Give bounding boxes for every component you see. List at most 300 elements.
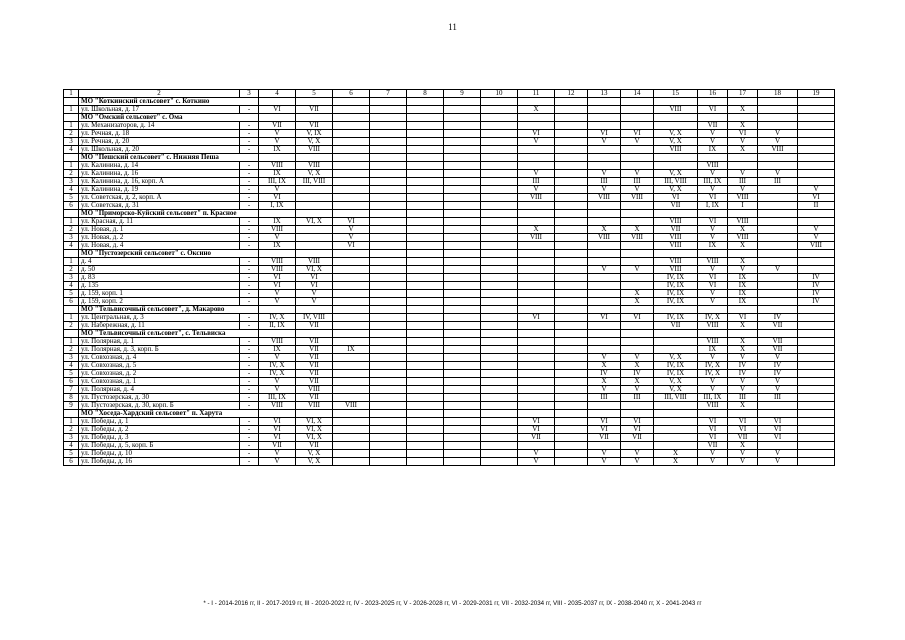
row-number-cell: 4: [64, 442, 79, 450]
address-cell: ул. Пустозерская, д. 30, корп. Б: [79, 402, 240, 410]
row-number-cell: 7: [64, 386, 79, 394]
schedule-cell: [444, 226, 481, 234]
schedule-cell: IX: [333, 346, 370, 354]
schedule-cell: IV: [798, 298, 835, 306]
table-cell: [481, 114, 518, 122]
schedule-cell: IV, IX: [654, 362, 698, 370]
schedule-cell: X: [621, 290, 654, 298]
schedule-cell: [370, 370, 407, 378]
schedule-cell: [370, 314, 407, 322]
table-cell: [481, 98, 518, 106]
schedule-cell: -: [240, 170, 259, 178]
schedule-cell: [588, 258, 621, 266]
schedule-cell: [370, 266, 407, 274]
schedule-cell: -: [240, 458, 259, 466]
schedule-cell: [370, 298, 407, 306]
schedule-cell: [518, 290, 555, 298]
table-cell: [654, 330, 698, 338]
schedule-cell: X: [518, 226, 555, 234]
schedule-cell: [481, 266, 518, 274]
schedule-cell: [444, 218, 481, 226]
table-cell: [481, 410, 518, 418]
table-cell: [444, 306, 481, 314]
schedule-cell: [518, 386, 555, 394]
schedule-cell: [370, 194, 407, 202]
schedule-cell: IX: [728, 282, 758, 290]
table-cell: [621, 330, 654, 338]
schedule-cell: -: [240, 322, 259, 330]
schedule-cell: [481, 322, 518, 330]
schedule-cell: [798, 106, 835, 114]
table-cell: [407, 98, 444, 106]
schedule-cell: [370, 138, 407, 146]
schedule-cell: [444, 346, 481, 354]
schedule-cell: -: [240, 130, 259, 138]
address-cell: д. 50: [79, 266, 240, 274]
schedule-cell: [621, 106, 654, 114]
schedule-cell: -: [240, 242, 259, 250]
schedule-cell: [333, 274, 370, 282]
schedule-cell: [588, 322, 621, 330]
schedule-cell: VIII: [654, 242, 698, 250]
schedule-cell: [333, 338, 370, 346]
schedule-cell: [588, 346, 621, 354]
table-cell: [259, 98, 296, 106]
schedule-cell: II, IX: [259, 322, 296, 330]
schedule-cell: VII: [698, 122, 728, 130]
schedule-cell: [333, 370, 370, 378]
schedule-cell: V: [728, 354, 758, 362]
schedule-cell: [481, 282, 518, 290]
schedule-cell: [555, 178, 588, 186]
table-cell: [407, 114, 444, 122]
schedule-cell: VIII: [296, 146, 333, 154]
schedule-cell: [798, 138, 835, 146]
column-number-header: 3: [240, 90, 259, 98]
schedule-cell: V: [698, 298, 728, 306]
schedule-cell: [588, 298, 621, 306]
schedule-cell: [444, 354, 481, 362]
schedule-cell: [798, 426, 835, 434]
table-cell: [518, 330, 555, 338]
schedule-cell: [370, 394, 407, 402]
schedule-cell: -: [240, 138, 259, 146]
schedule-cell: [333, 202, 370, 210]
schedule-cell: [588, 162, 621, 170]
schedule-cell: [407, 274, 444, 282]
building-row: [64, 234, 835, 242]
schedule-cell: VI: [698, 106, 728, 114]
table-cell: [518, 114, 555, 122]
schedule-cell: V: [333, 226, 370, 234]
schedule-cell: [758, 258, 798, 266]
address-cell: ул. Красная, д. 11: [79, 218, 240, 226]
row-number-cell: 3: [64, 138, 79, 146]
table-cell: [296, 210, 333, 218]
schedule-cell: [798, 418, 835, 426]
schedule-cell: [555, 162, 588, 170]
schedule-cell: X: [654, 450, 698, 458]
schedule-cell: I, IX: [259, 202, 296, 210]
schedule-cell: [481, 346, 518, 354]
schedule-cell: [370, 170, 407, 178]
row-number-cell: 9: [64, 402, 79, 410]
schedule-cell: [481, 178, 518, 186]
schedule-cell: [518, 274, 555, 282]
schedule-cell: [518, 258, 555, 266]
schedule-cell: VII: [758, 322, 798, 330]
column-number-header: 13: [588, 90, 621, 98]
schedule-cell: VII: [296, 394, 333, 402]
schedule-cell: [370, 162, 407, 170]
schedule-cell: -: [240, 386, 259, 394]
schedule-cell: VIII: [698, 322, 728, 330]
table-cell: [555, 410, 588, 418]
schedule-cell: X: [588, 362, 621, 370]
table-cell: [728, 410, 758, 418]
schedule-cell: [407, 370, 444, 378]
section-number-cell: [64, 306, 79, 314]
schedule-cell: [333, 426, 370, 434]
schedule-cell: [407, 218, 444, 226]
schedule-cell: V: [588, 354, 621, 362]
schedule-cell: IV, X: [259, 362, 296, 370]
schedule-cell: [444, 258, 481, 266]
schedule-cell: [481, 106, 518, 114]
schedule-cell: V: [798, 234, 835, 242]
schedule-cell: [518, 322, 555, 330]
schedule-cell: [407, 290, 444, 298]
building-row: [64, 266, 835, 274]
schedule-cell: [407, 458, 444, 466]
schedule-cell: [370, 426, 407, 434]
schedule-cell: [621, 338, 654, 346]
building-row: [64, 346, 835, 354]
schedule-cell: X: [728, 402, 758, 410]
schedule-cell: VIII: [259, 258, 296, 266]
schedule-cell: X: [654, 458, 698, 466]
schedule-cell: V: [758, 378, 798, 386]
building-row: [64, 130, 835, 138]
schedule-cell: -: [240, 178, 259, 186]
schedule-cell: VIII: [588, 234, 621, 242]
table-cell: [621, 114, 654, 122]
schedule-cell: VI: [259, 106, 296, 114]
table-cell: [370, 306, 407, 314]
table-cell: [333, 250, 370, 258]
schedule-cell: [654, 162, 698, 170]
schedule-cell: VI: [758, 434, 798, 442]
row-number-cell: 5: [64, 370, 79, 378]
schedule-cell: VI: [518, 418, 555, 426]
schedule-cell: [555, 322, 588, 330]
table-cell: [296, 410, 333, 418]
table-cell: [370, 154, 407, 162]
schedule-cell: [370, 458, 407, 466]
building-row: [64, 218, 835, 226]
table-cell: [798, 330, 835, 338]
schedule-cell: IV, IX: [654, 314, 698, 322]
schedule-cell: VII: [654, 226, 698, 234]
schedule-cell: V: [621, 170, 654, 178]
schedule-cell: [370, 442, 407, 450]
address-cell: ул. Совхозная, д. 5: [79, 362, 240, 370]
schedule-cell: [758, 194, 798, 202]
schedule-cell: V: [728, 450, 758, 458]
schedule-cell: VIII: [296, 386, 333, 394]
column-number-header: 16: [698, 90, 728, 98]
schedule-cell: [758, 202, 798, 210]
schedule-cell: V: [588, 386, 621, 394]
row-number-cell: 4: [64, 146, 79, 154]
table-cell: [518, 210, 555, 218]
table-cell: [698, 154, 728, 162]
schedule-cell: VI: [333, 218, 370, 226]
schedule-cell: V: [621, 138, 654, 146]
schedule-cell: [444, 418, 481, 426]
schedule-cell: [481, 130, 518, 138]
schedule-cell: [621, 202, 654, 210]
schedule-cell: VIII: [588, 194, 621, 202]
schedule-cell: VIII: [798, 242, 835, 250]
schedule-cell: [333, 194, 370, 202]
row-number-cell: 2: [64, 130, 79, 138]
schedule-cell: [407, 362, 444, 370]
table-cell: [407, 250, 444, 258]
table-cell: [518, 410, 555, 418]
section-number-cell: [64, 250, 79, 258]
schedule-cell: [588, 290, 621, 298]
address-cell: ул. Калинина, д. 16, корп. А: [79, 178, 240, 186]
address-cell: ул. Центральная, д. 3: [79, 314, 240, 322]
schedule-cell: V: [758, 354, 798, 362]
schedule-cell: V: [698, 234, 728, 242]
address-cell: ул. Победы, д. 10: [79, 450, 240, 458]
address-cell: ул. Полярная, д. 4: [79, 386, 240, 394]
schedule-cell: X: [728, 442, 758, 450]
schedule-cell: [333, 354, 370, 362]
table-cell: [518, 306, 555, 314]
schedule-cell: V: [588, 138, 621, 146]
table-cell: [728, 210, 758, 218]
schedule-cell: [407, 282, 444, 290]
schedule-cell: [333, 362, 370, 370]
table-cell: [654, 410, 698, 418]
schedule-cell: [555, 106, 588, 114]
schedule-cell: [621, 346, 654, 354]
schedule-cell: X: [728, 258, 758, 266]
schedule-cell: IV: [728, 362, 758, 370]
row-number-cell: 5: [64, 290, 79, 298]
schedule-cell: V: [728, 378, 758, 386]
schedule-cell: [518, 218, 555, 226]
schedule-cell: [518, 354, 555, 362]
column-number-header: 10: [481, 90, 518, 98]
schedule-cell: [370, 186, 407, 194]
table-cell: [555, 98, 588, 106]
schedule-cell: VIII: [654, 106, 698, 114]
municipality-section-title: МО "Тельвисочный сельсовет", с. Тельвиска: [79, 330, 259, 338]
schedule-cell: -: [240, 426, 259, 434]
schedule-cell: [654, 418, 698, 426]
schedule-cell: [333, 138, 370, 146]
building-row: [64, 178, 835, 186]
schedule-cell: [444, 442, 481, 450]
schedule-cell: [444, 394, 481, 402]
schedule-cell: -: [240, 274, 259, 282]
schedule-cell: V: [621, 186, 654, 194]
schedule-cell: [407, 450, 444, 458]
building-row: [64, 426, 835, 434]
address-cell: д. 159, корп. 2: [79, 298, 240, 306]
schedule-cell: [518, 266, 555, 274]
schedule-cell: [481, 434, 518, 442]
schedule-cell: [798, 434, 835, 442]
schedule-cell: III: [518, 178, 555, 186]
address-cell: ул. Набережная, д. 11: [79, 322, 240, 330]
schedule-cell: X: [728, 146, 758, 154]
schedule-cell: [296, 242, 333, 250]
address-cell: ул. Победы, д. 16: [79, 458, 240, 466]
table-cell: [621, 154, 654, 162]
schedule-cell: V: [698, 458, 728, 466]
table-cell: [444, 114, 481, 122]
schedule-cell: [798, 258, 835, 266]
schedule-cell: IV: [728, 370, 758, 378]
table-cell: [728, 114, 758, 122]
table-cell: [518, 250, 555, 258]
schedule-cell: VI, X: [296, 434, 333, 442]
schedule-cell: V: [588, 170, 621, 178]
schedule-cell: V: [296, 290, 333, 298]
schedule-cell: V: [698, 170, 728, 178]
schedule-cell: VIII: [698, 338, 728, 346]
schedule-cell: [588, 122, 621, 130]
schedule-cell: IV: [588, 370, 621, 378]
table-cell: [333, 98, 370, 106]
schedule-cell: [555, 314, 588, 322]
schedule-cell: VIII: [698, 162, 728, 170]
schedule-cell: [758, 290, 798, 298]
address-cell: ул. Совхозная, д. 2: [79, 370, 240, 378]
schedule-cell: [407, 346, 444, 354]
schedule-cell: -: [240, 162, 259, 170]
table-cell: [333, 114, 370, 122]
schedule-cell: [407, 122, 444, 130]
schedule-cell: [407, 186, 444, 194]
row-number-cell: 2: [64, 346, 79, 354]
schedule-cell: [407, 298, 444, 306]
schedule-cell: III, IX: [698, 394, 728, 402]
schedule-cell: VI: [588, 426, 621, 434]
schedule-cell: [296, 202, 333, 210]
building-row: [64, 354, 835, 362]
schedule-cell: V, X: [296, 170, 333, 178]
schedule-cell: [555, 258, 588, 266]
schedule-cell: VII: [296, 106, 333, 114]
schedule-cell: [333, 458, 370, 466]
schedule-cell: [481, 378, 518, 386]
schedule-cell: [621, 242, 654, 250]
table-cell: [758, 210, 798, 218]
schedule-cell: [798, 266, 835, 274]
schedule-cell: [555, 242, 588, 250]
address-cell: ул. Школьная, д. 17: [79, 106, 240, 114]
table-cell: [654, 210, 698, 218]
schedule-cell: IX: [259, 170, 296, 178]
table-cell: [621, 306, 654, 314]
schedule-cell: [407, 138, 444, 146]
schedule-cell: [798, 442, 835, 450]
schedule-cell: [333, 282, 370, 290]
schedule-cell: [588, 146, 621, 154]
row-number-cell: 4: [64, 362, 79, 370]
address-cell: д. 83: [79, 274, 240, 282]
address-cell: ул. Полярная, д. 3, корп. Б: [79, 346, 240, 354]
address-cell: ул. Победы, д. 1: [79, 418, 240, 426]
address-cell: ул. Новая, д. 1: [79, 226, 240, 234]
schedule-cell: [758, 298, 798, 306]
schedule-cell: [444, 434, 481, 442]
table-cell: [798, 306, 835, 314]
schedule-cell: [555, 186, 588, 194]
repair-schedule-table: [63, 89, 835, 466]
row-number-cell: 1: [64, 218, 79, 226]
table-cell: [654, 98, 698, 106]
table-cell: [621, 210, 654, 218]
schedule-cell: VI: [654, 194, 698, 202]
schedule-cell: VI: [259, 274, 296, 282]
schedule-cell: VII: [259, 122, 296, 130]
schedule-cell: [758, 274, 798, 282]
schedule-cell: VIII: [728, 234, 758, 242]
schedule-cell: [370, 202, 407, 210]
schedule-cell: V: [259, 290, 296, 298]
schedule-cell: VI: [296, 274, 333, 282]
schedule-cell: [555, 442, 588, 450]
table-cell: [798, 154, 835, 162]
schedule-cell: [481, 194, 518, 202]
schedule-cell: [555, 234, 588, 242]
schedule-cell: [407, 426, 444, 434]
period-footnote: * - I - 2014-2016 гг, II - 2017-2019 гг, III - 2020-2022 гг, IV - 2023-2025 гг, V - 2026-2028 гг, VI - 2029-2031 гг, VII - 2032-2034 гг, VIII - 2035-2037 гг, IX - 2038-2040 гг, X - 2041-2043 гг: [203, 600, 702, 607]
schedule-cell: [654, 338, 698, 346]
schedule-cell: V: [798, 186, 835, 194]
row-number-cell: 1: [64, 418, 79, 426]
table-cell: [728, 306, 758, 314]
schedule-cell: V: [728, 170, 758, 178]
schedule-cell: V: [698, 450, 728, 458]
schedule-cell: [370, 242, 407, 250]
address-cell: ул. Пустозерская, д. 30: [79, 394, 240, 402]
schedule-cell: V: [758, 386, 798, 394]
building-row: [64, 194, 835, 202]
schedule-cell: [370, 362, 407, 370]
schedule-cell: [444, 202, 481, 210]
table-cell: [407, 410, 444, 418]
schedule-cell: VI: [698, 218, 728, 226]
schedule-cell: [621, 442, 654, 450]
municipality-section-row: [64, 210, 835, 218]
schedule-cell: -: [240, 346, 259, 354]
schedule-cell: [370, 354, 407, 362]
schedule-cell: [444, 122, 481, 130]
schedule-cell: VI: [518, 130, 555, 138]
schedule-cell: VIII: [654, 266, 698, 274]
schedule-cell: [621, 258, 654, 266]
schedule-cell: [407, 338, 444, 346]
schedule-cell: IX: [698, 242, 728, 250]
